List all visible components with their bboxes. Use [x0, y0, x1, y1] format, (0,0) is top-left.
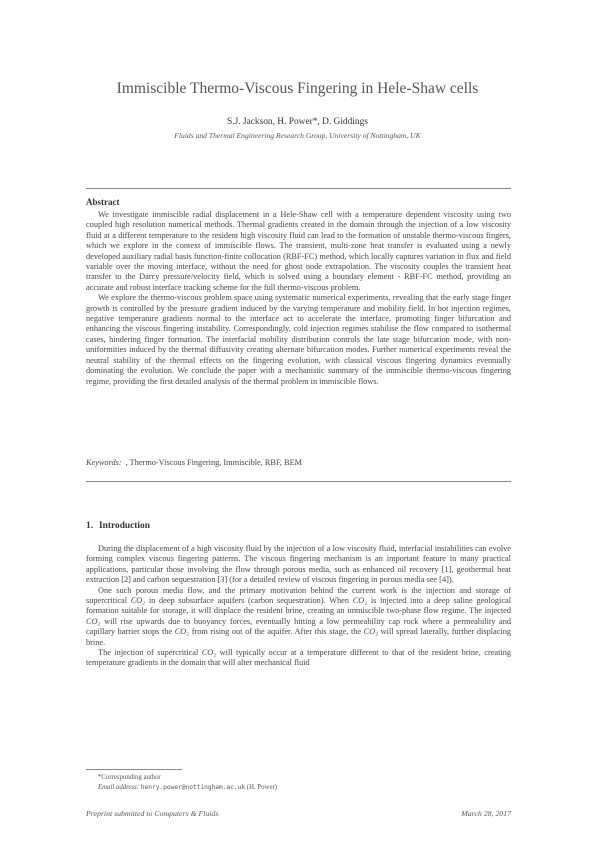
intro-paragraph-3 — [86, 648, 511, 669]
keywords-line — [86, 458, 511, 467]
email-label: Email address: — [98, 783, 140, 791]
co2-symbol: CO₂ — [130, 596, 146, 606]
intro-text: will typically occur at a temperature different to that of the resident brine, creating temperature gradients in the domain that will alter mechanical fluid — [86, 648, 511, 668]
intro-text: will rise upwards due to buoyancy forces, eventually hitting a low permeability cap rock where a permeability and capillary barrier stops the — [86, 616, 511, 637]
intro-paragraph-1: During the displacement of a high viscosity fluid by the injection of a low viscosity fluid, interfacial instabilities can evolve forming complex viscous fingering patterns. The viscous fingering mechanism is an important feature in many practical applications, particular those involving the flow through porous media, such as enhanced oil recovery [1], geothermal heat extraction [2] and carbon sequestration [3] (for a detailed review of viscous fingering in porous media see [4]). — [86, 544, 511, 585]
co2-symbol: CO₂ — [86, 616, 101, 626]
paper-affiliation: Fluids and Thermal Engineering Research Group, University of Nottingham, UK — [174, 131, 421, 140]
abstract-body — [86, 210, 511, 387]
introduction-body — [86, 544, 511, 669]
co2-symbol: CO₂ — [174, 627, 190, 637]
keywords-label: Keywords: — [86, 458, 122, 467]
email-suffix: (H. Power) — [245, 783, 278, 791]
email-address[interactable]: henry.power@nottingham.ac.uk — [140, 783, 246, 791]
footnote-rule — [86, 769, 182, 770]
abstract-top-rule — [86, 188, 511, 189]
footnote-corresponding: *Corresponding author — [98, 774, 161, 781]
abstract-heading: Abstract — [86, 197, 120, 207]
preprint-note: Preprint submitted to Computers & Fluids — [86, 809, 219, 818]
footnote — [98, 773, 277, 792]
intro-paragraph-2 — [86, 586, 511, 648]
abstract-bottom-rule — [86, 481, 511, 482]
intro-text: will spread laterally, further displacing brine. — [86, 627, 511, 647]
keywords-text: , Thermo-Viscous Fingering, Immiscible, RBF, BEM — [125, 458, 303, 467]
intro-text: One such porous media flow, and the primary motivation behind the current work is the injection and storage of supercritical — [86, 585, 511, 606]
co2-symbol: CO₂ — [201, 648, 217, 658]
co2-symbol: CO₂ — [352, 596, 368, 606]
section-title: Introduction — [99, 521, 150, 531]
intro-text: from rising out of the aquifer. After this stage, the — [189, 627, 364, 637]
footnote-email-line — [98, 783, 277, 793]
section-number: 1. — [86, 521, 94, 531]
paper-title: Immiscible Thermo-Viscous Fingering in Hele-Shaw cells — [116, 80, 479, 97]
abstract-paragraph: We explore the thermo-viscous problem space using systematic numerical experiments, revealing that the early stage finger growth is controlled by the pressure gradient induced by the varying temperature and mobility field. In hot injection regimes, negative temperature gradients normal to the interface act to accelerate the interface, promoting finger bifurcation and enhancing the viscous fingering instability. Correspondingly, cold injection regimes stabilise the flow compared to isothermal cases, hindering finger formation. The interfacial mobility distribution controls the late stage bifurcation mode, with non-uniformities induced by the thermal diffusivity creating alternate bifurcation modes. Further numerical experiments reveal the neutral stability of the thermal effects on the fingering evolution, with classical viscous fingering dynamics eventually dominating the evolution. We conclude the paper with a mechanistic summary of the immiscible thermo-viscous fingering regime, providing the first detailed analysis of the thermal problem in immiscible flows. — [86, 293, 511, 386]
abstract-paragraph: We investigate immiscible radial displacement in a Hele-Shaw cell with a temperature dependent viscosity using two coupled high resolution numerical methods. Thermal gradients created in the domain through the injection of a low viscosity fluid at a different temperature to the resident high viscosity fluid can lead to the formation of unstable thermo-viscous fingers, which we explore in the context of immiscible flows. The transient, multi-zone heat transfer is evaluated using a newly developed auxiliary radial basis function-finite collocation (RBF-FC) method, which locally captures variation in flux and field variable over the moving interface, without the need for ghost node extrapolation. The viscosity couples the transient heat transfer to the Darcy pressure/velocity field, which is solved using a boundary element - RBF-FC method, providing an accurate and robust interface tracking scheme for the full thermo-viscous problem. — [86, 210, 511, 292]
paper-authors: S.J. Jackson, H. Power*, D. Giddings — [227, 117, 368, 127]
intro-text: in deep subsurface aquifers (carbon sequestration). When — [145, 596, 353, 606]
co2-symbol: CO₂ — [363, 627, 379, 637]
preprint-date: March 28, 2017 — [461, 809, 511, 818]
intro-text: is injected into a deep saline geological formation suitable for storage, it will displace the resident brine, creating an immiscible two-phase flow regime. The injected — [86, 596, 512, 616]
section-heading-introduction — [86, 521, 150, 531]
intro-text: The injection of supercritical — [98, 648, 202, 658]
